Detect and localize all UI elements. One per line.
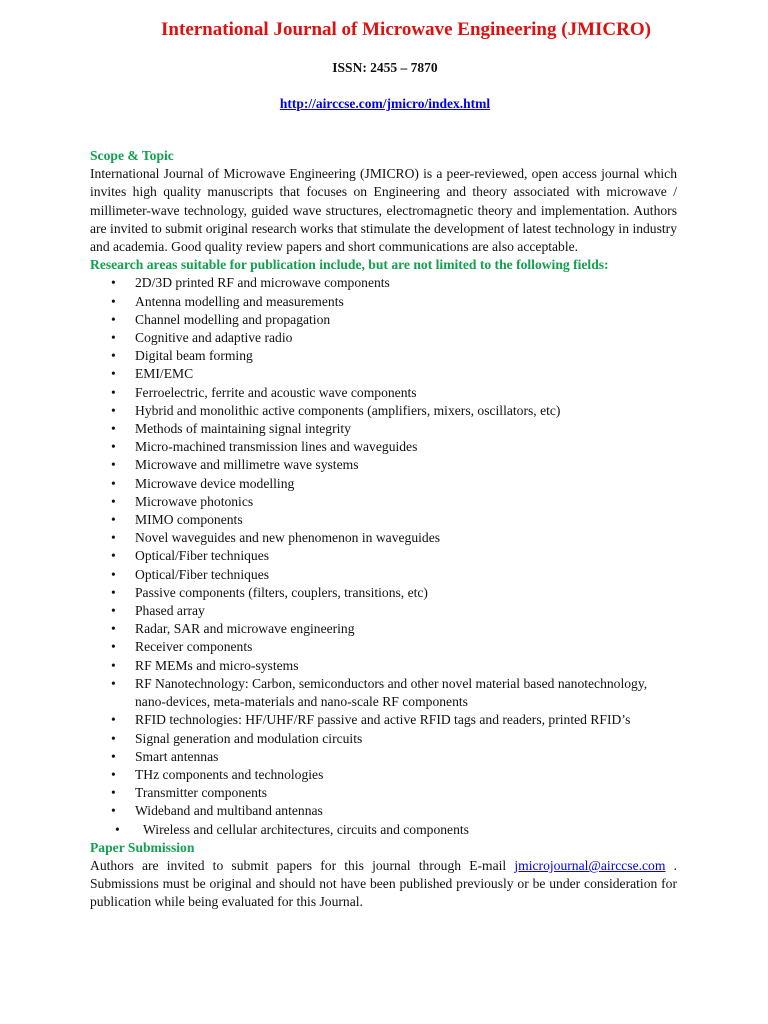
research-area-item	[90, 311, 677, 329]
research-area-item	[90, 456, 677, 474]
research-area-text: Wireless and cellular architectures, circuits and components	[143, 821, 469, 837]
bullet-icon: •	[111, 402, 116, 418]
research-area-item	[90, 711, 677, 729]
bullet-icon: •	[111, 730, 116, 746]
research-area-text: THz components and technologies	[135, 766, 324, 782]
submission-text-after: . Submissions must be original and should not have been published previously or be under consideration for publication while being evaluated for this Journal.	[90, 857, 678, 910]
journal-url-link[interactable]: http://airccse.com/jmicro/index.html	[279, 96, 491, 111]
research-area-item	[90, 329, 677, 347]
research-area-text: RF Nanotechnology: Carbon, semiconductors and other novel material based nanotechnology, nano-devices, meta-materials and nano-scale RF components	[135, 675, 648, 710]
bullet-icon: •	[111, 330, 116, 346]
research-area-text: Ferroelectric, ferrite and acoustic wave components	[135, 384, 417, 400]
bullet-icon: •	[111, 512, 116, 528]
bullet-icon: •	[111, 584, 116, 600]
research-area-item	[90, 802, 677, 820]
research-area-item	[90, 675, 677, 711]
research-area-item	[90, 274, 677, 292]
research-area-text: Receiver components	[135, 639, 253, 655]
bullet-icon: •	[111, 275, 116, 291]
research-area-item	[90, 602, 677, 620]
research-areas-list	[90, 274, 677, 838]
bullet-icon: •	[111, 311, 116, 327]
bullet-icon: •	[111, 548, 116, 564]
research-area-text: 2D/3D printed RF and microwave components	[135, 275, 390, 291]
research-area-item	[90, 384, 677, 402]
research-area-item	[90, 493, 677, 511]
research-area-text: Hybrid and monolithic active components (amplifiers, mixers, oscillators, etc)	[135, 402, 561, 418]
bullet-icon: •	[111, 384, 116, 400]
research-area-text: Microwave photonics	[135, 493, 254, 509]
research-area-item	[90, 438, 677, 456]
research-area-item	[90, 293, 677, 311]
research-area-text: Optical/Fiber techniques	[135, 566, 270, 582]
research-area-text: Phased array	[135, 603, 205, 619]
bullet-icon: •	[111, 803, 116, 819]
scope-heading: Scope & Topic	[90, 148, 174, 163]
research-area-item	[90, 657, 677, 675]
bullet-icon: •	[111, 603, 116, 619]
bullet-icon: •	[111, 639, 116, 655]
research-area-text: Digital beam forming	[135, 348, 253, 364]
research-area-item	[90, 638, 677, 656]
research-area-text: Microwave device modelling	[135, 475, 295, 491]
research-area-item	[90, 730, 677, 748]
bullet-icon: •	[111, 785, 116, 801]
research-area-text: Micro-machined transmission lines and waveguides	[135, 439, 418, 455]
submission-paragraph	[90, 857, 677, 912]
bullet-icon: •	[111, 566, 116, 582]
research-area-item	[90, 821, 677, 839]
research-area-item	[90, 402, 677, 420]
research-area-item	[90, 584, 677, 602]
bullet-icon: •	[111, 493, 116, 509]
bullet-icon: •	[111, 748, 116, 764]
bullet-icon: •	[111, 348, 116, 364]
scope-paragraph: International Journal of Microwave Engineering (JMICRO) is a peer-reviewed, open access journal which invites high quality manuscripts that focuses on Engineering and theory associated with microwave / millimeter-wave technology, guided wave structures, electromagnetic theory and implementation. Authors are invited to submit original research works that stimulate the development of latest technology in industry and academia. Good quality review papers and short communications are also acceptable.	[90, 166, 677, 255]
bullet-icon: •	[111, 675, 116, 691]
research-areas-heading: Research areas suitable for publication include, but are not limited to the following fields:	[90, 257, 609, 273]
research-area-item	[90, 748, 677, 766]
research-area-text: RF MEMs and micro-systems	[135, 657, 299, 673]
document-body	[90, 147, 677, 912]
research-area-text: Signal generation and modulation circuits	[135, 730, 363, 746]
submission-email-link[interactable]: jmicrojournal@airccse.com	[514, 857, 666, 873]
research-area-text: Microwave and millimetre wave systems	[135, 457, 359, 473]
bullet-icon: •	[111, 293, 116, 309]
research-area-text: Passive components (filters, couplers, transitions, etc)	[135, 584, 428, 600]
bullet-icon: •	[111, 439, 116, 455]
issn: ISSN: 2455 – 7870	[332, 60, 438, 75]
journal-title: International Journal of Microwave Engineering (JMICRO)	[161, 19, 651, 40]
research-area-text: Methods of maintaining signal integrity	[135, 421, 351, 437]
research-area-text: RFID technologies: HF/UHF/RF passive and active RFID tags and readers, printed RFID’s	[135, 712, 631, 728]
bullet-icon: •	[111, 366, 116, 382]
bullet-icon: •	[111, 421, 116, 437]
paper-submission-heading: Paper Submission	[90, 839, 195, 855]
research-area-text: Transmitter components	[135, 785, 268, 801]
research-area-item	[90, 547, 677, 565]
research-area-item	[90, 784, 677, 802]
research-area-text: EMI/EMC	[135, 366, 194, 382]
bullet-icon: •	[111, 621, 116, 637]
research-area-text: Wideband and multiband antennas	[135, 803, 323, 819]
research-area-item	[90, 511, 677, 529]
bullet-icon: •	[111, 657, 116, 673]
research-area-text: Cognitive and adaptive radio	[135, 330, 293, 346]
research-area-item	[90, 365, 677, 383]
research-area-text: Novel waveguides and new phenomenon in waveguides	[135, 530, 441, 546]
research-area-item	[90, 566, 677, 584]
bullet-icon: •	[111, 475, 116, 491]
bullet-icon: •	[111, 530, 116, 546]
research-area-item	[90, 620, 677, 638]
bullet-icon: •	[111, 457, 116, 473]
research-area-text: Radar, SAR and microwave engineering	[135, 621, 355, 637]
bullet-icon: •	[111, 712, 116, 728]
research-area-text: Antenna modelling and measurements	[135, 293, 344, 309]
research-area-text: Smart antennas	[135, 748, 219, 764]
research-area-item	[90, 420, 677, 438]
research-area-item	[90, 475, 677, 493]
research-area-item	[90, 347, 677, 365]
research-area-item	[90, 529, 677, 547]
bullet-icon: •	[111, 766, 116, 782]
submission-text-before: Authors are invited to submit papers for this journal through E-mail	[90, 857, 515, 873]
bullet-icon: •	[115, 821, 120, 837]
research-area-text: MIMO components	[135, 512, 243, 528]
research-area-text: Optical/Fiber techniques	[135, 548, 270, 564]
research-area-text: Channel modelling and propagation	[135, 311, 331, 327]
research-area-item	[90, 766, 677, 784]
journal-url-line	[0, 95, 768, 113]
